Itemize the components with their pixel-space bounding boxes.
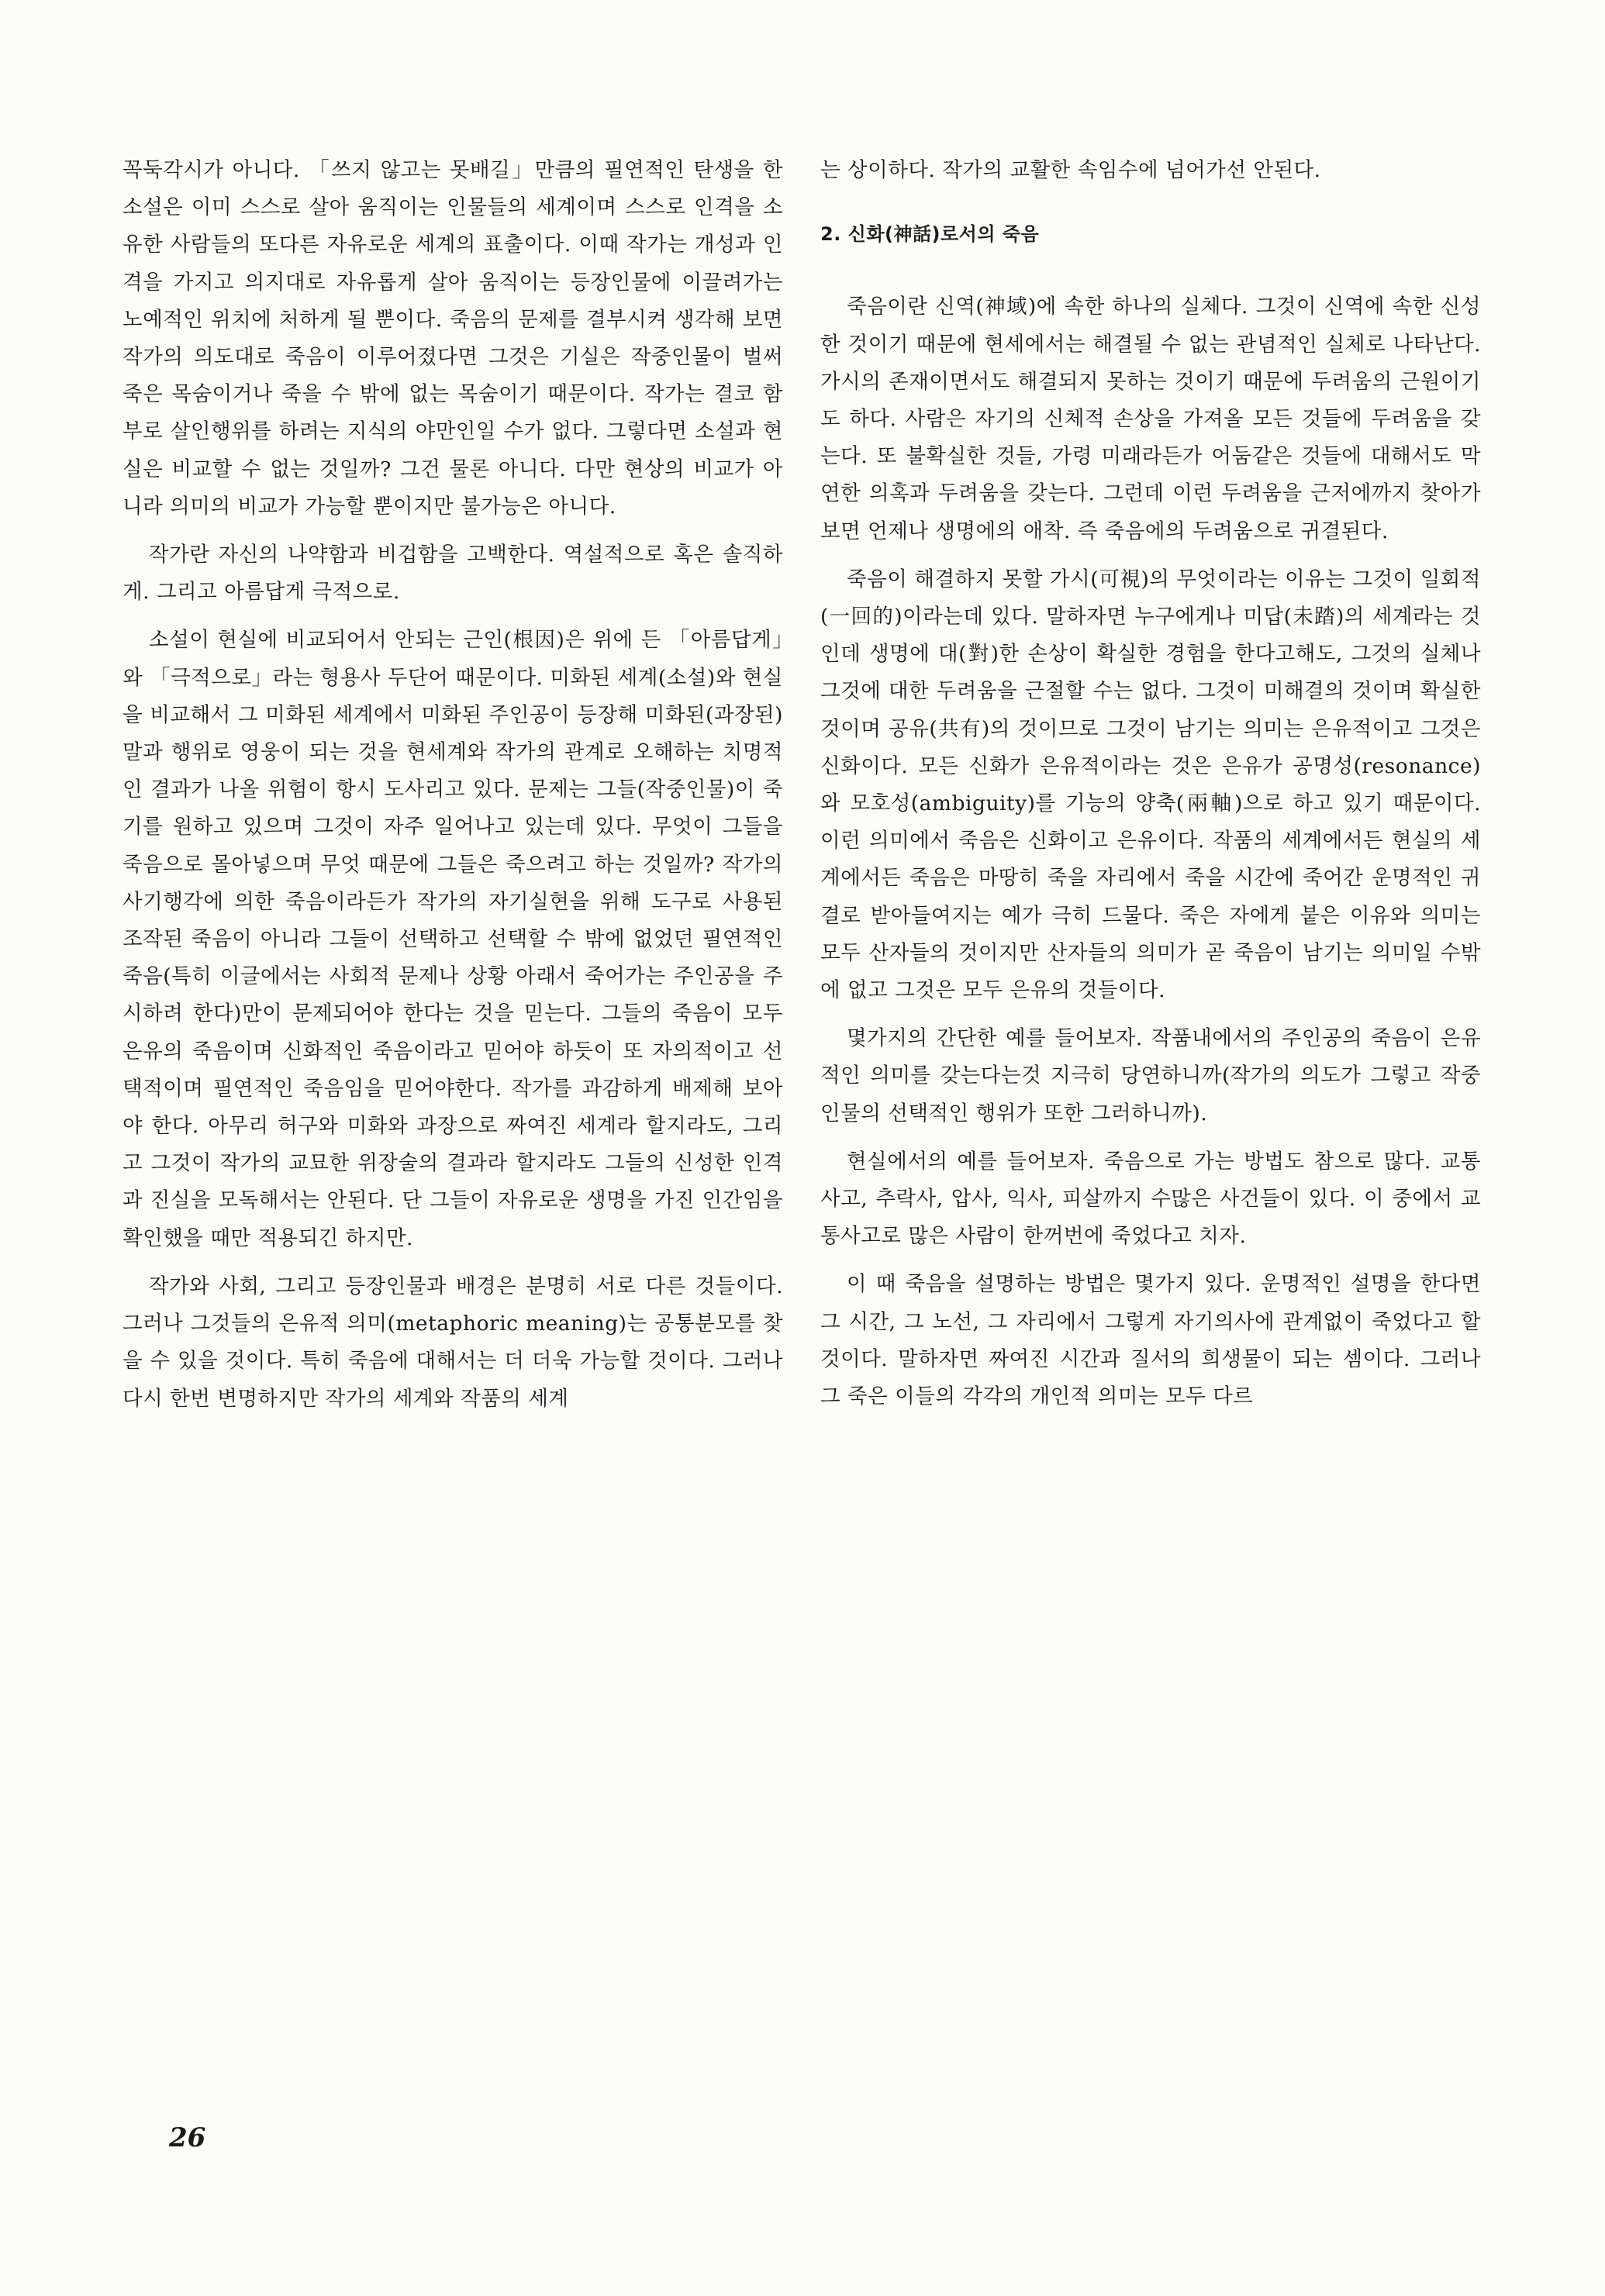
continued-paragraph: 는 상이하다. 작가의 교활한 속임수에 넘어가선 안된다. [820,158,1321,182]
body-paragraph: 죽음이 해결하지 못할 가시(可視)의 무엇이라는 이유는 그것이 일회적(一回的)이라는데 있다. 말하자면 누구에게나 미답(未踏)의 세계라는 것인데 생명에 대(對)한 손상이 확실한 경험을 한다고해도, 그것의 실체나 그것에 대한 두려움을 근절할 수는 없다. 그것이 미해결의 것이며 확실한 것이며 공유(共有)의 것이므로 그것이 남기는 의미는 은유적이고 그것은 신화이다. 모든 신화가 은유적이라는 것은 은유가 공명성(resonance)와 모호성(ambiguity)를 기능의 양축(兩軸)으로 하고 있기 때문이다. 이런 의미에서 죽음은 신화이고 은유이다. 작품의 세계에서든 현실의 세계에서든 죽음은 마땅히 죽을 자리에서 죽을 시간에 죽어간 운명적인 귀결로 받아들여지는 예가 극히 드물다. 죽은 자에게 붙은 이유와 의미는 모두 산자들의 것이지만 산자들의 의미가 곧 죽음이 남기는 의미일 수밖에 없고 그것은 모두 은유의 것들이다. [820,567,1481,1003]
body-paragraph: 몇가지의 간단한 예를 들어보자. 작품내에서의 주인공의 죽음이 은유적인 의미를 갖는다는것 지극히 당연하니까(작가의 의도가 그렇고 작중인물의 선택적인 행위가 또한 그러하니까). [820,1026,1481,1126]
body-paragraph: 작가와 사회, 그리고 등장인물과 배경은 분명히 서로 다른 것들이다. 그러나 그것들의 은유적 의미(metaphoric meaning)는 공통분모를 찾을 수 있을 것이다. 특히 죽음에 대해서는 더 더욱 가능할 것이다. 그러나 다시 한번 변명하지만 작가의 세계와 작품의 세계 [123,1274,783,1411]
body-paragraph: 작가란 자신의 나약함과 비겁함을 고백한다. 역설적으로 혹은 솔직하게. 그리고 아름답게 극적으로. [123,543,783,605]
body-paragraph: 이 때 죽음을 설명하는 방법은 몇가지 있다. 운명적인 설명을 한다면 그 시간, 그 노선, 그 자리에서 그렇게 자기의사에 관계없이 죽었다고 할 것이다. 말하자면 짜여진 시간과 질서의 희생물이 되는 셈이다. 그러나 그 죽은 이들의 각각의 개인적 의미는 모두 다르 [820,1272,1481,1409]
body-paragraph: 죽음이란 신역(神域)에 속한 하나의 실체다. 그것이 신역에 속한 신성한 것이기 때문에 현세에서는 해결될 수 없는 관념적인 실체로 나타난다. 가시의 존재이면서도 해결되지 못하는 것이기 때문에 두려움의 근원이기도 하다. 사람은 자기의 신체적 손상을 가져올 모든 것들에 두려움을 갖는다. 또 불확실한 것들, 가령 미래라든가 어둠같은 것들에 대해서도 막연한 의혹과 두려움을 갖는다. 그런데 이런 두려움을 근저에까지 찾아가 보면 언제나 생명에의 애착. 즉 죽음에의 두려움으로 귀결된다. [820,295,1481,543]
right-column [820,152,1481,1426]
left-column [123,152,783,1429]
body-paragraph: 꼭둑각시가 아니다. 「쓰지 않고는 못배길」만큼의 필연적인 탄생을 한 소설은 이미 스스로 살아 움직이는 인물들의 세계이며 스스로 인격을 소유한 사람들의 또다른 자유로운 세계의 표출이다. 이때 작가는 개성과 인격을 가지고 의지대로 자유롭게 살아 움직이는 등장인물에 이끌려가는 노예적인 위치에 처하게 될 뿐이다. 죽음의 문제를 결부시켜 생각해 보면 작가의 의도대로 죽음이 이루어졌다면 그것은 기실은 작중인물이 벌써 죽은 목숨이거나 죽을 수 밖에 없는 목숨이기 때문이다. 작가는 결코 함부로 살인행위를 하려는 지식의 야만인일 수가 없다. 그렇다면 소설과 현실은 비교할 수 없는 것일까? 그건 물론 아니다. 다만 현상의 비교가 아니라 의미의 비교가 가능할 뿐이지만 불가능은 아니다. [123,158,783,519]
page-number: 26 [169,2122,206,2153]
body-paragraph: 소설이 현실에 비교되어서 안되는 근인(根因)은 위에 든 「아름답게」와 「극적으로」라는 형용사 두단어 때문이다. 미화된 세계(소설)와 현실을 비교해서 그 미화된 세계에서 미화된 주인공이 등장해 미화된(과장된)말과 행위로 영웅이 되는 것을 현세계와 작가의 관계로 오해하는 치명적인 결과가 나올 위험이 항시 도사리고 있다. 문제는 그들(작중인물)이 죽기를 원하고 있으며 그것이 자주 일어나고 있는데 있다. 무엇이 그들을 죽음으로 몰아넣으며 무엇 때문에 그들은 죽으려고 하는 것일까? 작가의 사기행각에 의한 죽음이라든가 작가의 자기실현을 위해 도구로 사용된 조작된 죽음이 아니라 그들이 선택하고 선택할 수 밖에 없었던 필연적인 죽음(특히 이글에서는 사회적 문제나 상황 아래서 죽어가는 주인공을 주시하려 한다)만이 문제되어야 한다는 것을 믿는다. 그들의 죽음이 모두 은유의 죽음이며 신화적인 죽음이라고 믿어야 하듯이 또 자의적이고 선택적이며 필연적인 죽음임을 믿어야한다. 작가를 과감하게 배제해 보아야 한다. 아무리 허구와 미화와 과장으로 짜여진 세계라 할지라도, 그리고 그것이 작가의 교묘한 위장술의 결과라 할지라도 그들의 신성한 인격과 진실을 모독해서는 안된다. 단 그들이 자유로운 생명을 가진 인간임을 확인했을 때만 적용되긴 하지만. [123,628,783,1250]
section-heading: 2. 신화(神話)로서의 죽음 [820,223,1040,246]
body-paragraph: 현실에서의 예를 들어보자. 죽음으로 가는 방법도 참으로 많다. 교통사고, 추락사, 압사, 익사, 피살까지 수많은 사건들이 있다. 이 중에서 교통사고로 많은 사람이 한꺼번에 죽었다고 치자. [820,1149,1481,1249]
